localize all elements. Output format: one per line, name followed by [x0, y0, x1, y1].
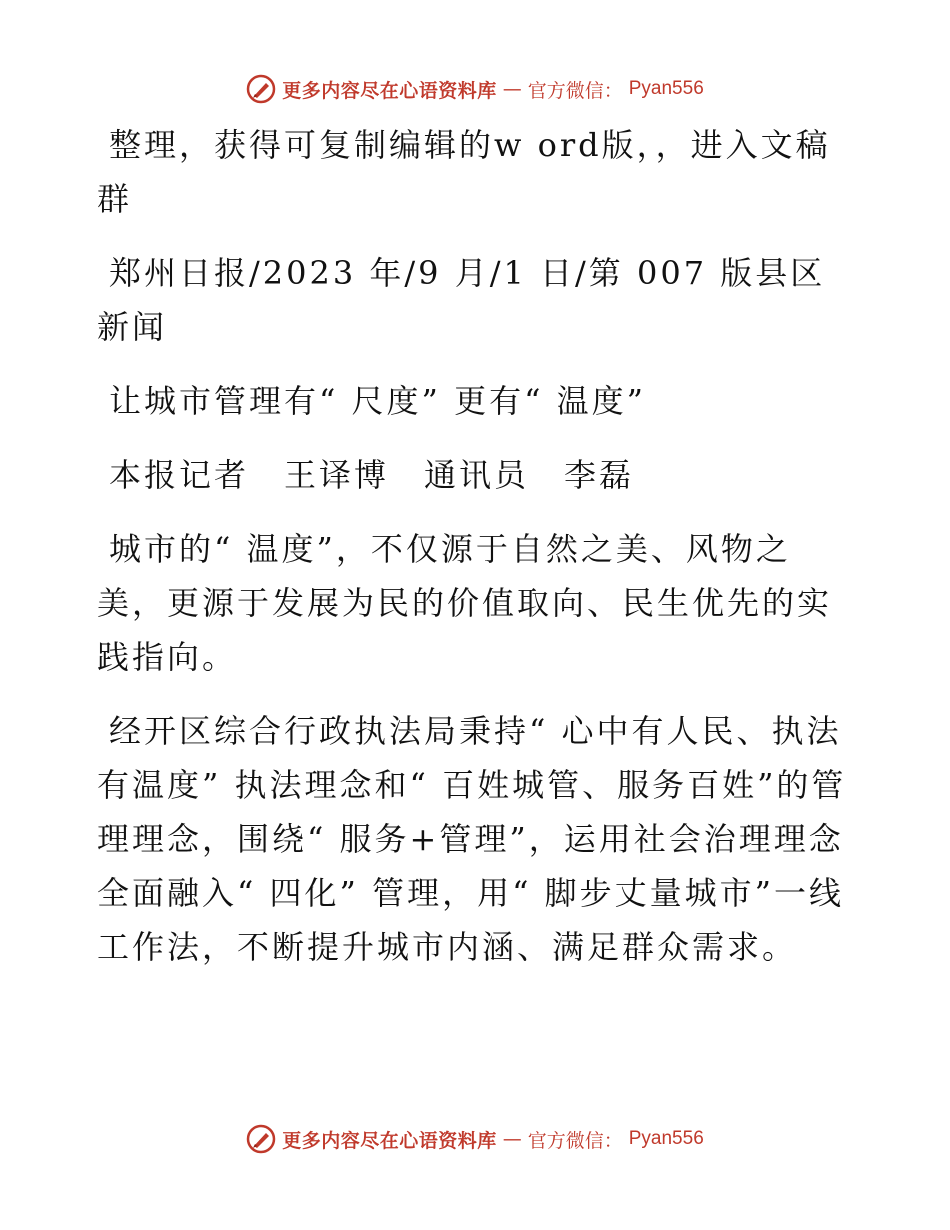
- quill-pen-logo-icon: [246, 74, 276, 104]
- watermark-contact-label: 官方微信：: [527, 1129, 623, 1152]
- source-line: 郑州日报/2023 年/9 月/1 日/第 007 版县区新闻: [97, 254, 826, 346]
- quill-pen-logo-icon: [246, 1124, 276, 1154]
- body-paragraph-2: 经开区综合行政执法局秉持“ 心中有人民、执法有温度” 执法理念和“ 百姓城管、服务百姓”的管理理念，围绕“ 服务+管理”，运用社会治理理念全面融入“ 四化” 管理，用“ 脚步丈量城市”一线工作法，不断提升城市内涵、满足群众需求。: [97, 712, 847, 966]
- document-body: [97, 118, 857, 994]
- watermark-brand-text: 更多内容尽在心语资料库: [282, 79, 497, 102]
- intro-paragraph: 整理，获得可复制编辑的w ord版，，进入文稿群: [97, 126, 831, 218]
- footer-watermark: [0, 1122, 950, 1156]
- watermark-brand-text: 更多内容尽在心语资料库: [282, 1129, 497, 1152]
- watermark-handle: Pyan556: [628, 78, 704, 99]
- body-paragraph-1: 城市的“ 温度”，不仅源于自然之美、风物之美，更源于发展为民的价值取向、民生优先的实践指向。: [97, 530, 833, 676]
- watermark-contact-label: 官方微信：: [527, 79, 623, 102]
- watermark-dash: —: [502, 1128, 522, 1150]
- byline: 本报记者 王译博 通讯员 李磊: [109, 456, 635, 494]
- watermark-dash: —: [502, 78, 522, 100]
- watermark-handle: Pyan556: [628, 1128, 704, 1149]
- article-title: 让城市管理有“ 尺度” 更有“ 温度”: [109, 382, 646, 420]
- header-watermark: [0, 72, 950, 106]
